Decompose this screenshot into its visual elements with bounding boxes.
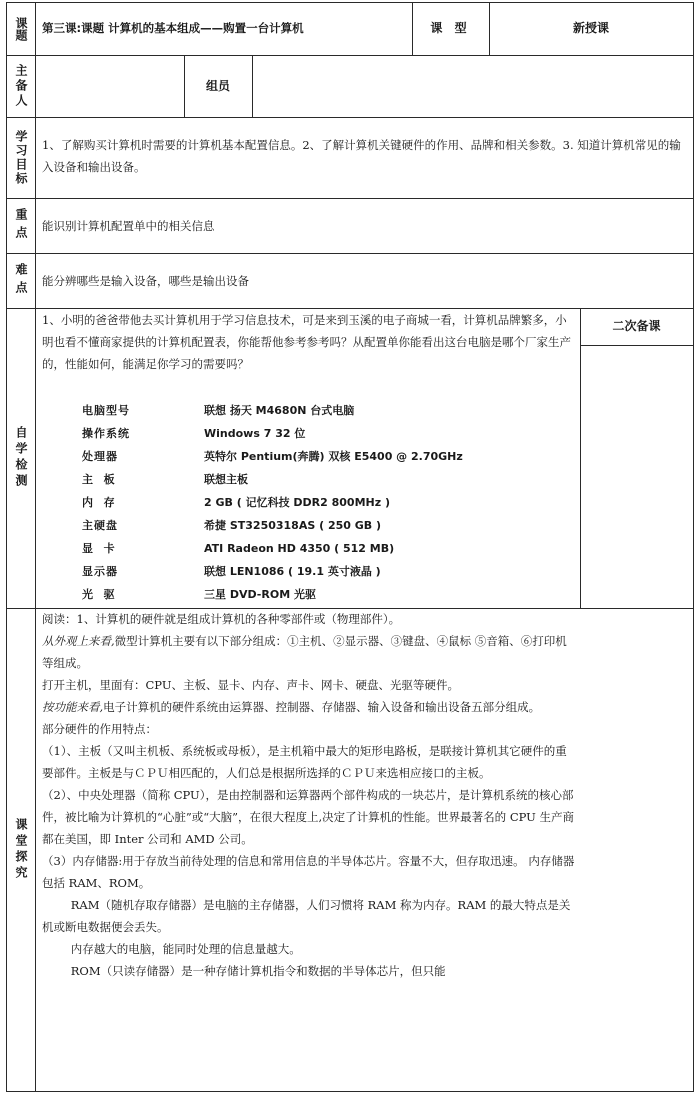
row-divider <box>6 117 694 118</box>
spec-value: 2 GB ( 记忆科技 DDR2 800MHz ) <box>204 496 391 509</box>
explore-paragraph <box>42 674 577 696</box>
self-check-intro-text: 1、小明的爸爸带他去买计算机用于学习信息技术，可是来到玉溪的电子商城一看，计算机品牌繁多，小明也看不懂商家提供的计算机配置表，你能帮他参考参考吗？从配置单你能看出这台电脑是哪个厂家生产的，性能如何，能满足你学习的需要吗？ <box>42 313 571 371</box>
explore-paragraph-text: 微型计算机主要有以下部分组成：①主机、②显示器、③键盘、④鼠标 ⑤音箱、⑥打印机等组成。 <box>42 634 567 670</box>
spec-value: 三星 DVD-ROM 光驱 <box>204 588 316 601</box>
table-border-bottom <box>6 1091 694 1092</box>
spec-key: 显 卡 <box>82 542 116 555</box>
member-label <box>184 55 252 117</box>
explore-paragraph-text: （1）、主板（又叫主机板、系统板或母板），是主机箱中最大的矩形电路板，是联接计算机其它硬件的重要部件。主板是与ＣＰＵ相匹配的，人们总是根据所选择的ＣＰＵ来选相应接口的主板。 <box>42 744 567 780</box>
spec-value: ATI Radeon HD 4350 ( 512 MB) <box>204 541 395 555</box>
difficulty-label-text: 难点 <box>14 262 28 299</box>
secondary-prep-label <box>580 308 693 345</box>
objectives-text <box>42 134 688 178</box>
explore-paragraph-text: 电子计算机的硬件系统由运算器、控制器、存储器、输入设备和输出设备五部分组成。 <box>103 700 541 714</box>
secondary-prep-label-text: 二次备课 <box>612 319 661 333</box>
difficulty-text-content: 能分辨哪些是输入设备，哪些是输出设备 <box>42 274 249 288</box>
explore-paragraph-text: 阅读：1、计算机的硬件就是组成计算机的各种零部件或（物理部件）。 <box>42 612 401 626</box>
spec-key: 主硬盘 <box>82 519 118 532</box>
explore-label <box>6 608 35 1091</box>
side-column-divider <box>580 308 581 609</box>
row-divider <box>6 55 694 56</box>
explore-paragraph <box>42 630 577 674</box>
explore-paragraph <box>42 960 577 982</box>
spec-value: 英特尔 Pentium(奔腾) 双核 E5400 @ 2.70GHz <box>204 450 463 463</box>
explore-paragraph <box>42 938 577 960</box>
explore-paragraph <box>42 718 577 740</box>
explore-paragraph <box>42 696 577 718</box>
explore-paragraph-text: 打开主机，里面有：CPU、主板、显卡、内存、声卡、网卡、硬盘、光驱等硬件。 <box>42 678 460 692</box>
self-check-intro <box>42 309 575 375</box>
key-point-text <box>42 215 215 237</box>
course-label <box>6 2 35 55</box>
self-check-label-text: 自学检测 <box>14 426 28 490</box>
spec-value: 联想 LEN1086 ( 19.1 英寸液晶 ) <box>204 565 381 578</box>
explore-paragraph <box>42 608 577 630</box>
objectives-label <box>6 117 35 198</box>
key-point-label <box>6 198 35 253</box>
explore-paragraph <box>42 740 577 784</box>
type-label-text: 课 型 <box>430 21 471 35</box>
explore-paragraph <box>42 850 577 894</box>
explore-label-text: 课堂探究 <box>14 817 28 882</box>
type-label <box>412 2 489 55</box>
member-label-text: 组员 <box>205 78 230 93</box>
spec-key: 内 存 <box>82 496 116 509</box>
key-point-text-content: 能识别计算机配置单中的相关信息 <box>42 219 215 233</box>
explore-paragraph-text: 内存越大的电脑，能同时处理的信息量越大。 <box>70 942 301 956</box>
explore-paragraph <box>42 784 577 850</box>
spec-key: 光 驱 <box>82 588 116 601</box>
spec-key: 电脑型号 <box>82 404 130 417</box>
row-divider <box>6 253 694 254</box>
course-label-text: 课题 <box>14 16 28 41</box>
spec-value: 联想主板 <box>204 473 248 486</box>
label-column-divider <box>35 2 36 1092</box>
explore-paragraph-text: RAM（随机存取存储器）是电脑的主存储器，人们习惯将 RAM 称为内存。RAM 的最大特点是关机或断电数据便会丢失。 <box>42 898 571 934</box>
spec-key: 操作系统 <box>82 427 130 440</box>
key-point-label-text: 重点 <box>14 207 28 244</box>
self-check-label <box>6 308 35 608</box>
explore-body <box>42 608 577 1090</box>
preparer-divider <box>252 55 253 118</box>
side-divider <box>580 345 694 346</box>
explore-paragraph-text: （2）、中央处理器（简称 CPU），是由控制器和运算器两个部件构成的一块芯片，是计算机系统的核心部件，被比喻为计算机的“心脏”或“大脑”，在很大程度上,决定了计算机的性能。世界最著名的 CPU 生产商都在美国，即 Inter 公司和 AMD 公司。 <box>42 788 575 846</box>
type-value <box>489 2 693 55</box>
preparer-label <box>6 55 35 117</box>
spec-value: Windows 7 32 位 <box>204 427 306 440</box>
preparer-label-text: 主备人 <box>14 63 28 109</box>
type-value-text: 新授课 <box>572 21 609 35</box>
explore-paragraph-text: （3）内存储器:用于存放当前待处理的信息和常用信息的半导体芯片。容量不大，但存取迅速。 内存储器包括 RAM、ROM。 <box>42 854 575 890</box>
spec-value: 希捷 ST3250318AS ( 250 GB ) <box>204 519 382 532</box>
lesson-title-text: 第三课:课题 计算机的基本组成——购置一台计算机 <box>42 21 304 35</box>
explore-paragraph <box>42 894 577 938</box>
explore-paragraph-text: ROM（只读存储器）是一种存储计算机指令和数据的半导体芯片，但只能 <box>70 964 446 978</box>
explore-paragraph-lead: 从外观上来看, <box>42 634 115 648</box>
objectives-text-content: 1、了解购买计算机时需要的计算机基本配置信息。2、了解计算机关键硬件的作用、品牌和相关参数。3. 知道计算机常见的输入设备和输出设备。 <box>42 138 681 174</box>
objectives-label-text: 学习目标 <box>14 129 28 186</box>
explore-paragraph-text: 部分硬件的作用特点： <box>42 722 157 736</box>
lesson-title <box>42 17 304 39</box>
spec-key: 显示器 <box>82 565 118 578</box>
row-divider <box>6 198 694 199</box>
spec-key: 主 板 <box>82 473 116 486</box>
spec-key: 处理器 <box>82 450 118 463</box>
difficulty-text <box>42 270 249 292</box>
table-border-right <box>693 2 694 1092</box>
difficulty-label <box>6 253 35 308</box>
spec-value: 联想 扬天 M4680N 台式电脑 <box>204 404 355 417</box>
explore-paragraph-lead: 按功能来看, <box>42 700 104 714</box>
